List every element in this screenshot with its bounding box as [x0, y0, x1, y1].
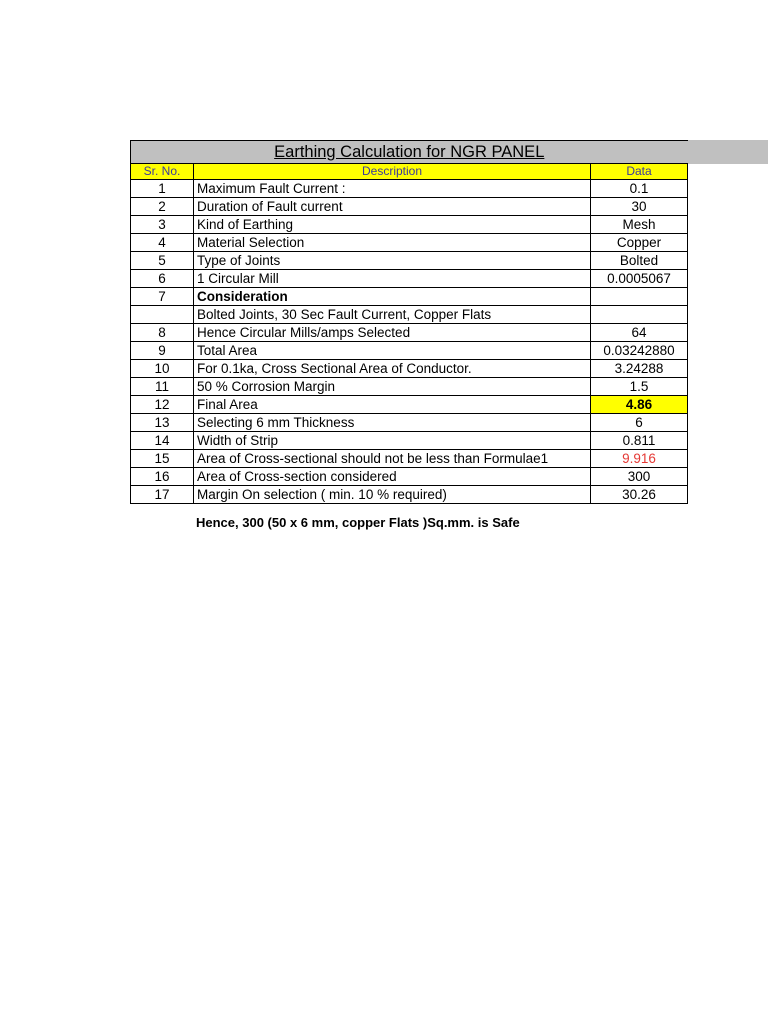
sr-cell: 12 [131, 396, 194, 414]
desc-cell: Maximum Fault Current : [194, 180, 591, 198]
title-row [131, 141, 688, 164]
sr-cell: 8 [131, 324, 194, 342]
sr-cell: 16 [131, 468, 194, 486]
sr-cell: 5 [131, 252, 194, 270]
table-row [131, 468, 688, 486]
data-cell: Bolted [591, 252, 688, 270]
data-cell: 0.1 [591, 180, 688, 198]
table-row [131, 378, 688, 396]
sr-cell: 17 [131, 486, 194, 504]
table-row [131, 486, 688, 504]
desc-cell: Hence Circular Mills/amps Selected [194, 324, 591, 342]
sr-cell: 9 [131, 342, 194, 360]
table-row [131, 432, 688, 450]
desc-cell: Bolted Joints, 30 Sec Fault Current, Copper Flats [194, 306, 591, 324]
data-cell [591, 306, 688, 324]
header-sr-no: Sr. No. [131, 164, 194, 180]
data-cell: 0.0005067 [591, 270, 688, 288]
sr-cell: 1 [131, 180, 194, 198]
data-cell: 0.03242880 [591, 342, 688, 360]
desc-cell: Area of Cross-section considered [194, 468, 591, 486]
table-row [131, 198, 688, 216]
data-cell [591, 288, 688, 306]
data-cell: 1.5 [591, 378, 688, 396]
sr-cell [131, 306, 194, 324]
data-cell: 30.26 [591, 486, 688, 504]
sr-cell: 3 [131, 216, 194, 234]
table-row [131, 306, 688, 324]
desc-cell: Material Selection [194, 234, 591, 252]
data-cell: 300 [591, 468, 688, 486]
desc-cell: Selecting 6 mm Thickness [194, 414, 591, 432]
desc-cell: Area of Cross-sectional should not be less than Formulae1 [194, 450, 591, 468]
desc-cell: Consideration [194, 288, 591, 306]
sr-cell: 2 [131, 198, 194, 216]
desc-cell: Width of Strip [194, 432, 591, 450]
final-area-value: 4.86 [591, 396, 688, 414]
sr-cell: 13 [131, 414, 194, 432]
desc-cell: Duration of Fault current [194, 198, 591, 216]
data-cell: 0.811 [591, 432, 688, 450]
table-row [131, 342, 688, 360]
sheet-title: Earthing Calculation for NGR PANEL [131, 141, 688, 164]
header-data: Data [591, 164, 688, 180]
desc-cell: Total Area [194, 342, 591, 360]
header-row [131, 164, 688, 180]
desc-cell: Final Area [194, 396, 591, 414]
data-cell: 30 [591, 198, 688, 216]
table-row [131, 324, 688, 342]
sr-cell: 14 [131, 432, 194, 450]
table-row [131, 180, 688, 198]
desc-cell: For 0.1ka, Cross Sectional Area of Conductor. [194, 360, 591, 378]
data-cell: 3.24288 [591, 360, 688, 378]
sr-cell: 6 [131, 270, 194, 288]
table-row [131, 252, 688, 270]
table-row [131, 360, 688, 378]
table-row [131, 216, 688, 234]
earthing-calculation-table [130, 140, 688, 504]
data-cell: Mesh [591, 216, 688, 234]
desc-cell: 50 % Corrosion Margin [194, 378, 591, 396]
sr-cell: 15 [131, 450, 194, 468]
desc-cell: 1 Circular Mill [194, 270, 591, 288]
sr-cell: 4 [131, 234, 194, 252]
desc-cell: Margin On selection ( min. 10 % required) [194, 486, 591, 504]
table-row [131, 414, 688, 432]
sr-cell: 7 [131, 288, 194, 306]
conclusion-note: Hence, 300 (50 x 6 mm, copper Flats )Sq.mm. is Safe [196, 515, 520, 530]
sr-cell: 11 [131, 378, 194, 396]
header-description: Description [194, 164, 591, 180]
table-row [131, 234, 688, 252]
desc-cell: Kind of Earthing [194, 216, 591, 234]
data-cell: 64 [591, 324, 688, 342]
data-cell: 6 [591, 414, 688, 432]
table-row [131, 270, 688, 288]
sr-cell: 10 [131, 360, 194, 378]
table-row [131, 288, 688, 306]
table-row [131, 450, 688, 468]
min-area-value: 9.916 [591, 450, 688, 468]
table-row [131, 396, 688, 414]
data-cell: Copper [591, 234, 688, 252]
desc-cell: Type of Joints [194, 252, 591, 270]
